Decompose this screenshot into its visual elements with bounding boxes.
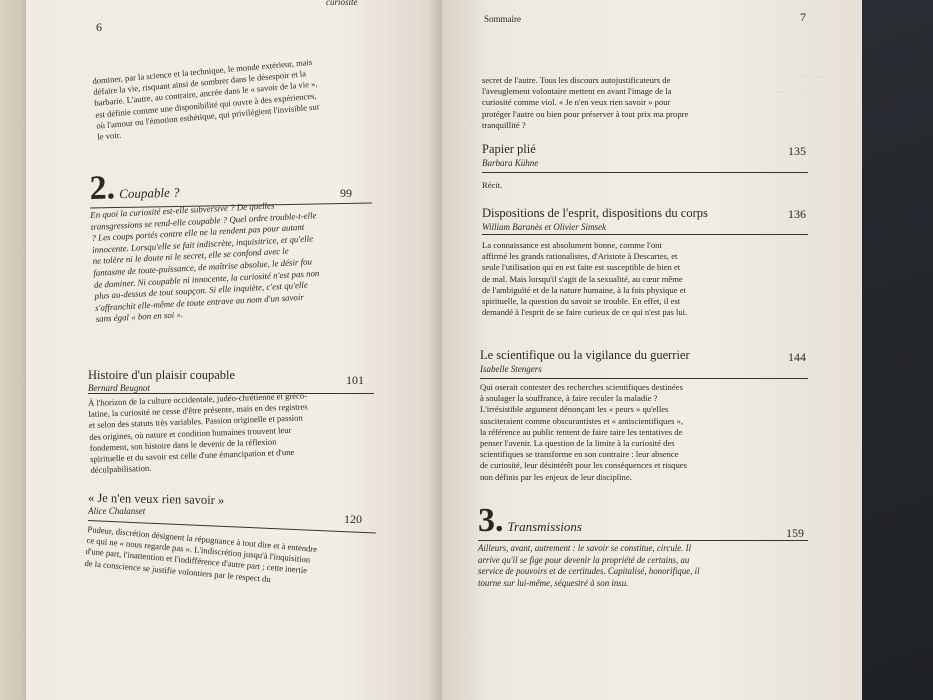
- entry-title: Papier plié: [482, 142, 536, 156]
- section-2-title: Coupable ?: [118, 184, 180, 202]
- entry-page-number: 136: [788, 207, 806, 221]
- running-head: Sommaire: [484, 14, 521, 24]
- section-3-intro: Ailleurs, avant, autrement : le savoir se constitue, circule. Il arrive qu'il se fige pour devenir la propriété de certains, au service de pouvoirs et de certitudes. Capitalisé, honorifique, il tourne sur lui-même, séquestré à son insu.: [478, 543, 700, 588]
- section-3-header: 3. Transmissions: [478, 502, 582, 539]
- entry-page-number: 101: [346, 373, 364, 387]
- entry-rule: [480, 378, 808, 379]
- section-3-page: 159: [786, 526, 804, 540]
- intro-paragraph: dominer, par la science et la technique, le monde extérieur, mais défaire la vie, risquant ainsi de sombrer dans le désespoir et la barbarie. L'autre, au contraire, ancrée dans le « savoir de la vie », est définie comme une disponibilité qui ouvre à des expériences, où l'amour ou l'émotion esthétique, qui privilégient l'invisible sur le voir.: [92, 56, 320, 142]
- entry-title: Dispositions de l'esprit, dispositions du corps: [482, 206, 708, 220]
- section-3-rule: [478, 540, 808, 541]
- entry-summary: À l'horizon de la culture occidentale, judéo-chrétienne et gréco-latine, la curiosité ne cesse d'être présente, mais en des registres et selon des statuts très variables. Passion originelle et passion des origines, où nature et condition humaines trouvent leur fondement, son histoire dans le devenir de la réflexion spirituelle et du savoir est celle d'une émancipation et d'une déculpabilisation.: [88, 390, 308, 476]
- entry-summary: Qui oserait contester des recherches scientifiques destinées à soulager la souffrance, à faire reculer la maladie ? L'irrésistible argument dénonçant les « peurs » qu'elles susciteraient comme obscurantistes et « antiscientifiques », la référence au public tentent de faire taire les tentatives de penser l'avenir. La question de la limite à la curiosité des scientifiques se transforme en son contraire : leur absence de curiosité, leur désintérêt pour les conséquences et risques non définis par les enjeux de leur discipline.: [480, 382, 687, 482]
- entry-summary: Pudeur, discrétion désignent la répugnance à tout dire et à entendre ce qui ne « nous regarde pas ». L'indiscrétion jusqu'à l'inquisition d'une part, l'inattention et l'indifférence d'autre part ; cette inertie de la conscience se justifie volontiers par le respect du: [84, 524, 318, 584]
- section-2-intro: En quoi la curiosité est-elle subversive ? De quelles transgressions se rend-elle coupable ? Quel ordre trouble-t-elle ? Les coups portés contre elle ne la rendent pas pour autant innocente. Lorsqu'elle se fait indiscrète, inquisitrice, et qu'elle ne tolère ni le doute ni le secret, elle se confond avec le fantasme de toute-puissance, de maîtrise absolue, le désir fou de dominer. Ni coupable ni innocente, la curiosité n'est pas non plus au-dessus de tout soupçon. Si elle inquiète, c'est qu'elle s'affranchit elle-même de toute entrave au nom d'un savoir sans égal « bon en soi ».: [90, 200, 320, 325]
- section-3-number: 3: [478, 502, 495, 539]
- top-fragment: curiosité: [326, 0, 358, 7]
- entry-author: William Baranès et Olivier Simsek: [482, 222, 606, 232]
- section-3-title: Transmissions: [507, 519, 582, 534]
- entry-author: Barbara Kühne: [482, 158, 539, 168]
- entry-page-number: 135: [788, 144, 806, 158]
- entry-author: Alice Chalanset: [88, 506, 146, 516]
- entry-title: Le scientifique ou la vigilance du guerrier: [480, 348, 690, 362]
- page-number-right: 7: [800, 10, 806, 24]
- left-page: [26, 0, 442, 700]
- entry-page-number: 120: [344, 512, 362, 526]
- entry-title: Histoire d'un plaisir coupable: [88, 368, 236, 382]
- section-2-number: 2: [89, 169, 108, 207]
- entry-title: « Je n'en veux rien savoir »: [87, 490, 225, 508]
- entry-author: Bernard Beugnot: [88, 383, 150, 393]
- page-number-left: 6: [96, 20, 102, 34]
- entry-rule: [482, 172, 808, 173]
- section-2-page: 99: [340, 186, 352, 200]
- entry-rule: [482, 234, 808, 235]
- entry-author: Isabelle Stengers: [480, 364, 542, 374]
- bleed-through-text: ~~~~ ~~ ~~~~~ ~~~~~ ~~~ ~~~ ~~ ~~~~~~ ~~~: [772, 72, 837, 113]
- entry-page-number: 144: [788, 350, 806, 364]
- continuation-paragraph: secret de l'autre. Tous les discours autojustificateurs de l'aveuglement volontaire mettent en avant l'image de la curiosité comme viol. « Je n'en veux rien savoir » pour protéger l'autre ou bien pour préserver à tout prix ma propre tranquillité ?: [482, 75, 689, 130]
- right-page: [442, 0, 862, 700]
- entry-summary: Récit.: [482, 180, 503, 190]
- section-2-header: 2. Coupable ?: [89, 169, 180, 207]
- entry-summary: La connaissance est absolument bonne, comme l'ont affirmé les grands rationalistes, d'Aristote à Descartes, et seule l'utilisation qui en est faite est susceptible de bien et de mal. Mais lorsqu'il s'agit de la sexualité, au cœur même de l'ambiguïté et de la nature humaine, à la fois physique et spirituelle, la question du savoir se trouble. En effet, il est demandé à l'esprit de se faire curieux de ce qui n'est pas lui.: [482, 240, 688, 318]
